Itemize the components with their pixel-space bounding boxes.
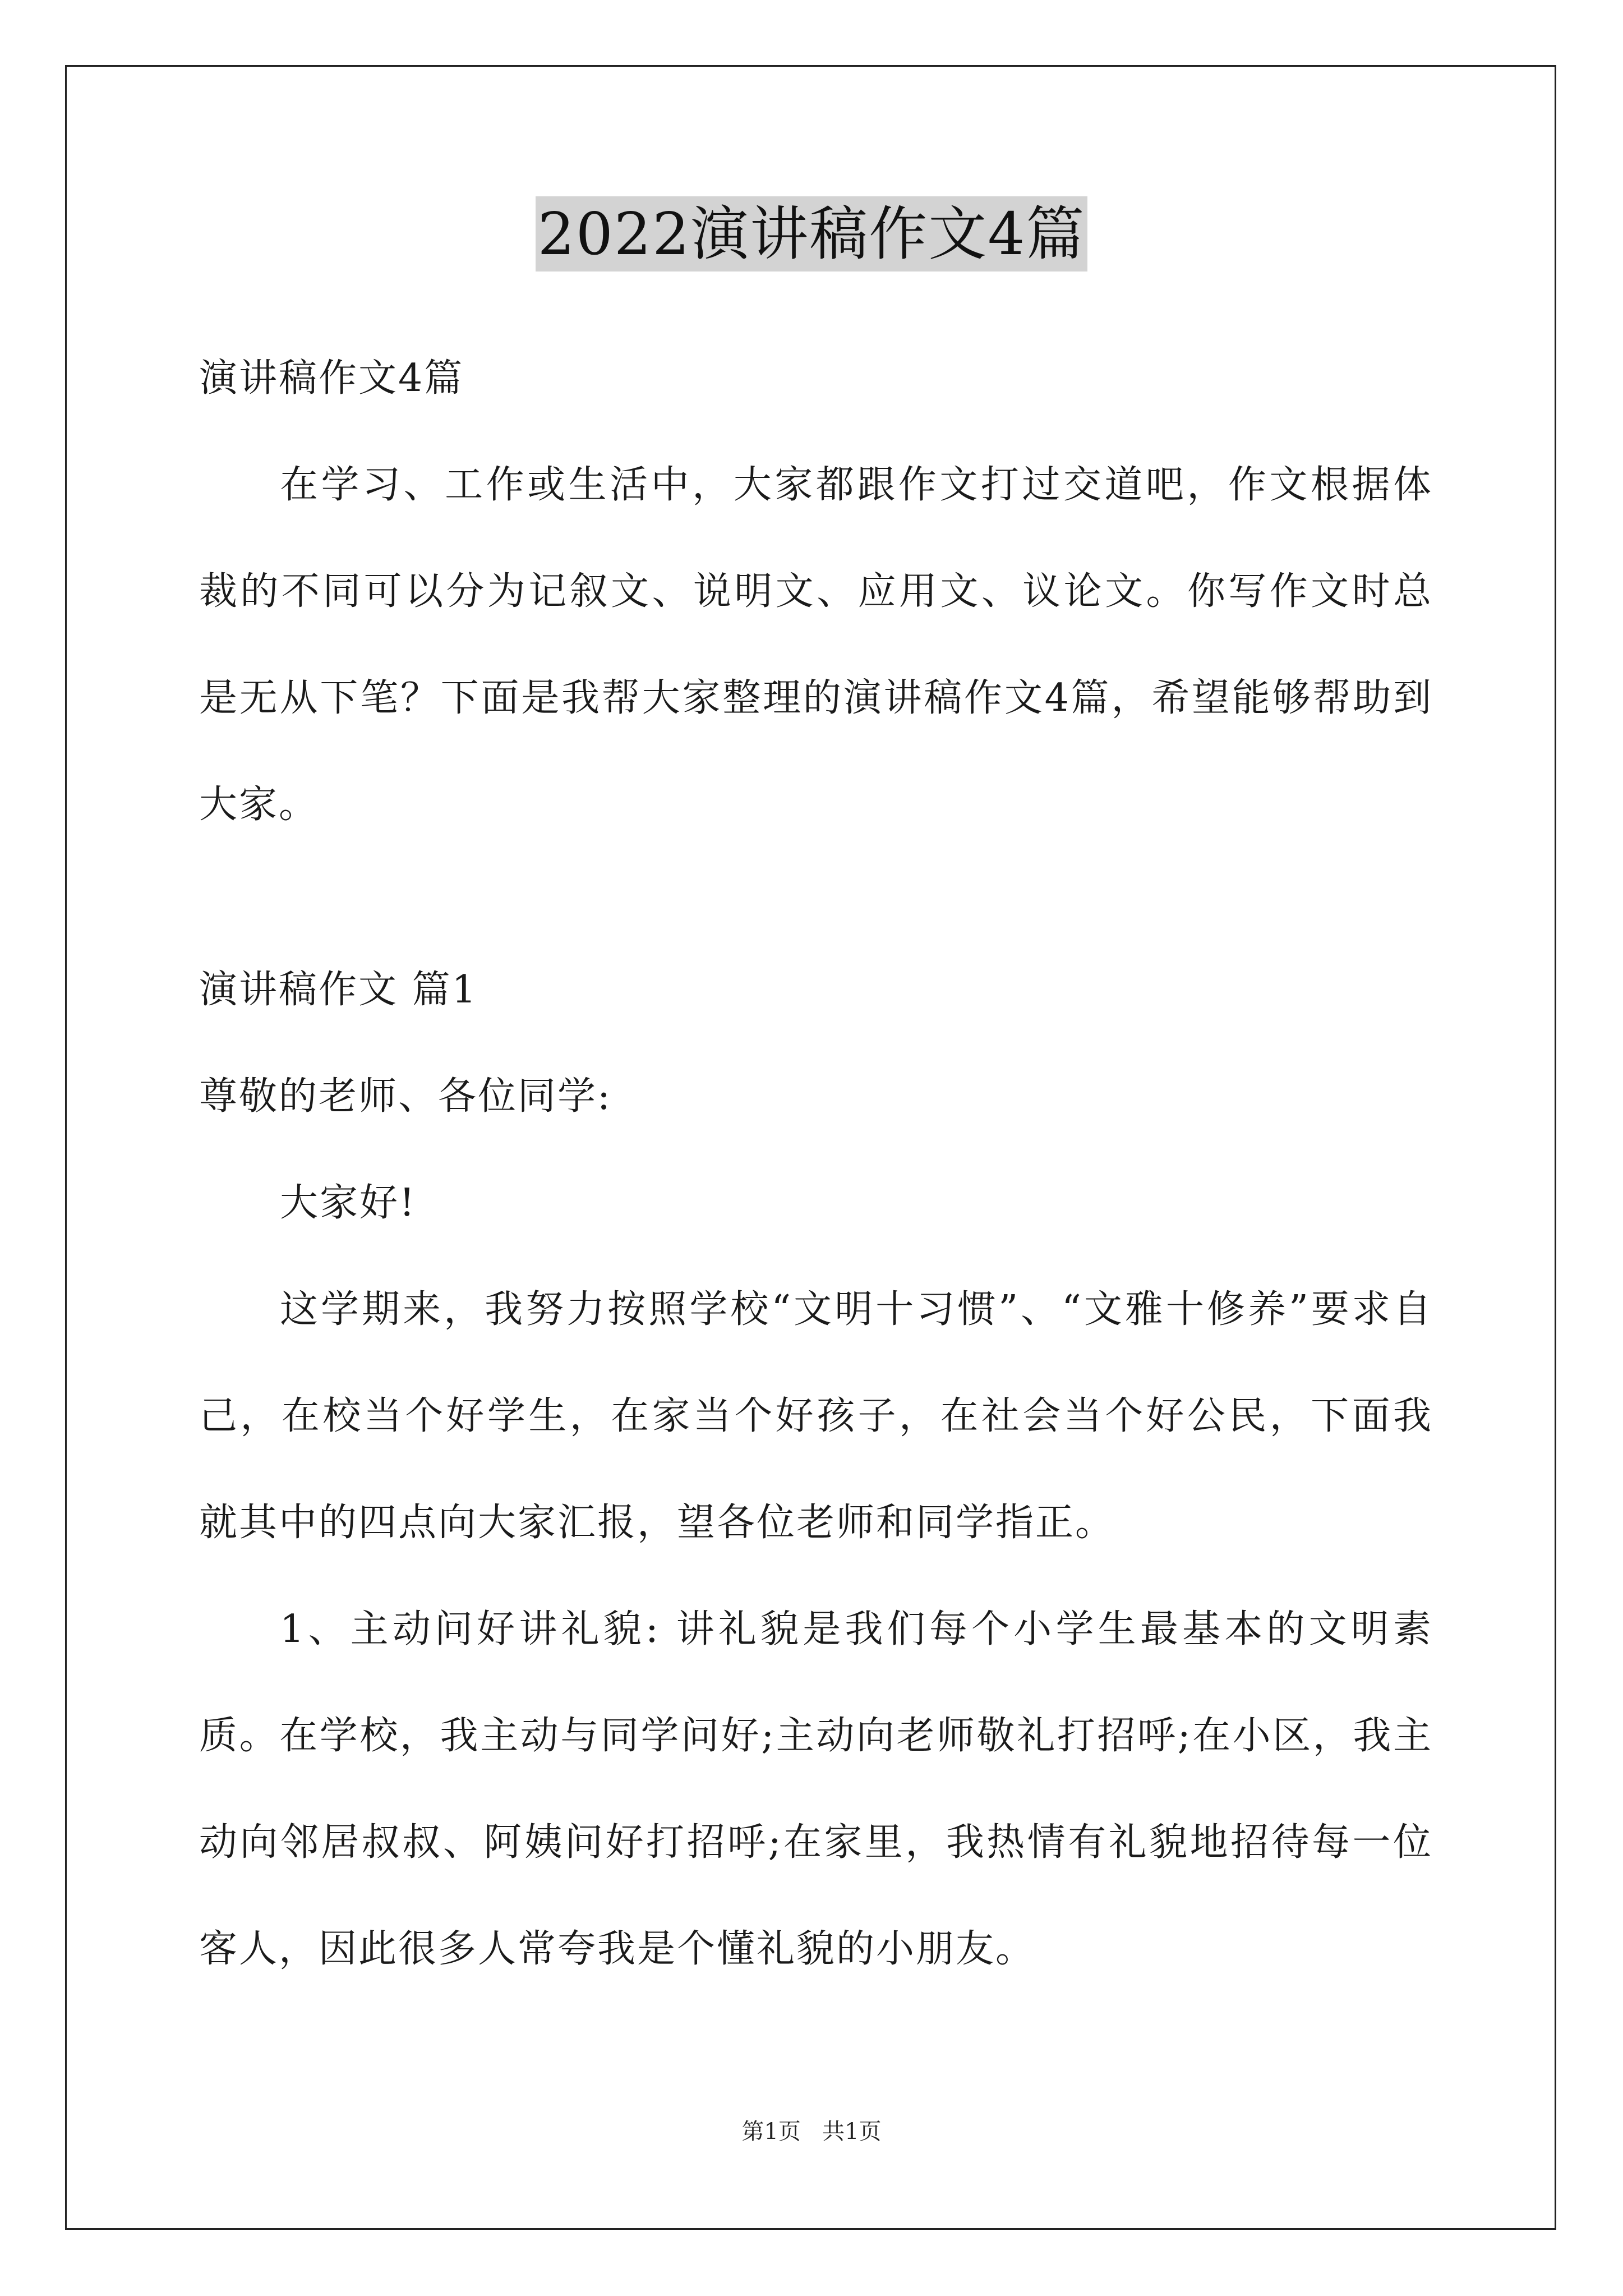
section-paragraph-2: 1、主动问好讲礼貌: 讲礼貌是我们每个小学生最基本的文明素质。在学校，我主动与同学问好;主动向老师敬礼打招呼;在小区，我主动向邻居叔叔、阿姨问好打招呼;在家里，我热情有礼貌地招待每一位客人，因此很多人常夸我是个懂礼貌的小朋友。 (199, 1607, 1433, 1971)
page-footer (0, 2118, 1623, 2146)
section-1 (199, 937, 1433, 2003)
section-heading: 演讲稿作文 篇1 (199, 968, 478, 1012)
document-title: 2022演讲稿作文4篇 (536, 196, 1088, 272)
subtitle: 演讲稿作文4篇 (199, 356, 464, 401)
section-paragraph-1: 这学期来，我努力按照学校“文明十习惯”、“文雅十修养”要求自己，在校当个好学生，在家当个好孩子，在社会当个好公民，下面我就其中的四点向大家汇报，望各位老师和同学指正。 (199, 1287, 1433, 1545)
page-number: 第1页 (741, 2119, 801, 2145)
salutation: 尊敬的老师、各位同学: (199, 1074, 612, 1119)
page-total: 共1页 (822, 2119, 882, 2145)
title-container (0, 196, 1623, 272)
intro-paragraph: 在学习、工作或生活中，大家都跟作文打过交道吧，作文根据体裁的不同可以分为记叙文、说明文、应用文、议论文。你写作文时总是无从下笔？下面是我帮大家整理的演讲稿作文4篇，希望能够帮助到大家。 (199, 463, 1433, 827)
greeting: 大家好! (280, 1181, 417, 1225)
document-body (199, 325, 1433, 858)
